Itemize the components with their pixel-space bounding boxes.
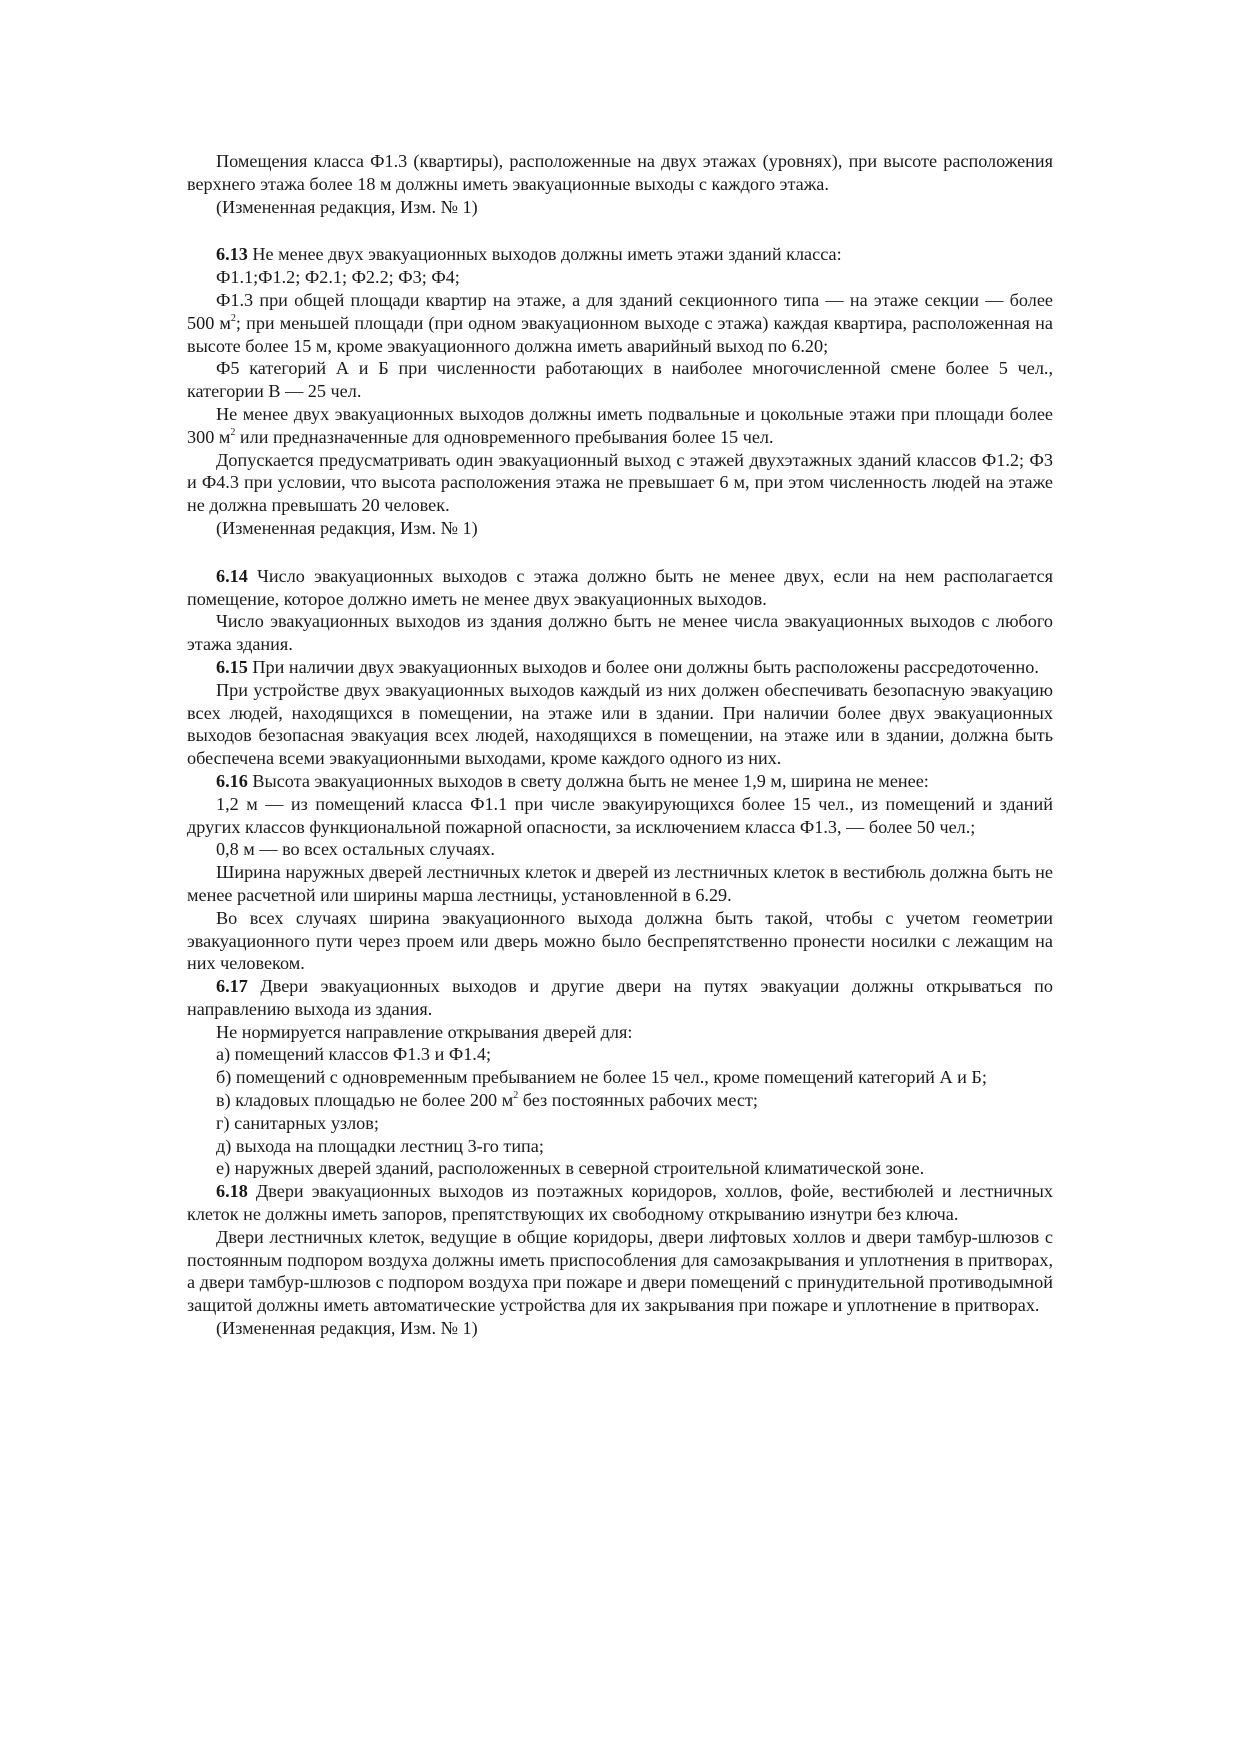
list-item-b: б) помещений с одновременным пребыванием не более 15 чел., кроме помещений категорий А и Б; [216, 1067, 987, 1088]
text-segment: или предназначенные для одновременного пребывания более 15 чел. [235, 426, 774, 447]
superscript: 2 [230, 426, 236, 438]
clause-6-16 [187, 770, 1053, 793]
clause-text: При наличии двух эвакуационных выходов и более они должны быть расположены рассредоточенно. [247, 656, 1039, 677]
paragraph-f13-area [187, 289, 1053, 357]
clause-6-14 [187, 565, 1053, 611]
clause-number: 6.15 [216, 656, 248, 677]
text-segment: Ф1.3 при общей площади квартир на этаже, а для зданий секционного типа — на этаже секции — более 500 м [187, 289, 1053, 333]
edit-note: (Измененная редакция, Изм. № 1) [216, 1318, 478, 1339]
superscript: 2 [513, 1090, 519, 1102]
text-segment: в) кладовых площадью не более 200 м [216, 1090, 514, 1111]
paragraph-f13-apartments: Помещения класса Ф1.3 (квартиры), расположенные на двух этажах (уровнях), при высоте расположения верхнего этажа более 18 м должны иметь эвакуационные выходы с каждого этажа. [187, 151, 1053, 194]
list-item-a: а) помещений классов Ф1.3 и Ф1.4; [216, 1044, 492, 1065]
clause-6-15 [187, 656, 1053, 679]
edit-note: (Измененная редакция, Изм. № 1) [216, 196, 478, 217]
text-segment: ; при меньшей площади (при одном эвакуационном выходе с этажа) каждая квартира, расположенная на высоте более 15 м, кроме эвакуационного должна иметь аварийный выход по 6.20; [187, 312, 1053, 356]
clause-text: Двери эвакуационных выходов и другие двери на путях эвакуации должны открываться по направлению выхода из здания. [187, 976, 1053, 1019]
clause-text: Не менее двух эвакуационных выходов должны иметь этажи зданий класса: [247, 244, 842, 265]
paragraph-two-exits: При устройстве двух эвакуационных выходов каждый из них должен обеспечивать безопасную эвакуацию всех людей, находящихся в помещении, на этаже или в здании. При наличии более двух эвакуационных выходов безопасная эвакуация всех людей, находящихся в помещении, на этаже или в здании, должна быть обеспечена всеми эвакуационными выходами, кроме каждого одного из них. [187, 679, 1053, 769]
clause-6-18 [187, 1180, 1053, 1226]
paragraph-basement-floors [187, 403, 1053, 449]
clause-text: Двери эвакуационных выходов из поэтажных коридоров, холлов, фойе, вестибюлей и лестничных клеток не должны иметь запоров, препятствующих их свободному открыванию изнутри без ключа. [187, 1181, 1053, 1225]
clause-number: 6.14 [216, 565, 248, 586]
clause-text: Число эвакуационных выходов с этажа должно быть не менее двух, если на нем располагается помещение, которое должно иметь не менее двух эвакуационных выходов. [187, 565, 1053, 609]
paragraph-f5-categories: Ф5 категорий А и Б при численности работающих в наиболее многочисленной смене более 5 чел., категории В — 25 чел. [187, 358, 1053, 402]
paragraph-building-exits: Число эвакуационных выходов из здания должно быть не менее числа эвакуационных выходов с любого этажа здания. [187, 611, 1053, 655]
clause-6-13 [187, 243, 1053, 266]
document-page [187, 150, 1053, 1340]
list-item-e: е) наружных дверей зданий, расположенных в северной строительной климатической зоне. [216, 1158, 925, 1179]
clause-number: 6.16 [216, 770, 248, 791]
paragraph-not-regulated: Не нормируется направление открывания дверей для: [216, 1021, 633, 1042]
clause-6-17 [187, 975, 1053, 1021]
list-item-d: д) выхода на площадки лестниц 3-го типа; [216, 1135, 544, 1156]
text-segment: без постоянных рабочих мест; [518, 1090, 758, 1111]
paragraph-single-exit-allowed: Допускается предусматривать один эвакуационный выход с этажей двухэтажных зданий классов Ф1.2; Ф3 и Ф4.3 при условии, что высота расположения этажа не превышает 6 м, при этом численность людей на этаже не должна превышать 20 человек. [187, 449, 1053, 516]
paragraph-stretcher: Во всех случаях ширина эвакуационного выхода должна быть такой, чтобы с учетом геометрии эвакуационного пути через проем или дверь можно было беспрепятственно пронести носилки с лежащим на них человеком. [187, 907, 1053, 974]
paragraph-self-closing: Двери лестничных клеток, ведущие в общие коридоры, двери лифтовых холлов и двери тамбур-шлюзов с постоянным подпором воздуха должны иметь приспособления для самозакрывания и уплотнения в притворах, а двери тамбур-шлюзов с подпором воздуха при пожаре и двери помещений с принудительной противодымной защитой должны иметь автоматические устройства для их закрывания при пожаре и уплотнение в притворах. [187, 1226, 1053, 1316]
clause-number: 6.13 [216, 244, 248, 265]
list-item-v [187, 1089, 1053, 1112]
list-item-g: г) санитарных узлов; [216, 1112, 379, 1133]
text-segment: Не менее двух эвакуационных выходов должны иметь подвальные и цокольные этажи при площади более 300 м [187, 403, 1053, 447]
paragraph-width-1-2: 1,2 м — из помещений класса Ф1.1 при числе эвакуирующихся более 15 чел., из помещений и зданий других классов функциональной пожарной опасности, за исключением класса Ф1.3, — более 50 чел.; [187, 793, 1053, 837]
paragraph-stair-doors: Ширина наружных дверей лестничных клеток и дверей из лестничных клеток в вестибюль должна быть не менее расчетной или ширины марша лестницы, установленной в 6.29. [187, 862, 1053, 905]
paragraph-width-0-8: 0,8 м — во всех остальных случаях. [216, 839, 495, 860]
clause-text: Высота эвакуационных выходов в свету должна быть не менее 1,9 м, ширина не менее: [247, 770, 929, 791]
edit-note: (Измененная редакция, Изм. № 1) [216, 517, 478, 538]
clause-number: 6.18 [216, 1181, 248, 1202]
paragraph-class-list: Ф1.1;Ф1.2; Ф2.1; Ф2.2; Ф3; Ф4; [216, 267, 460, 288]
clause-number: 6.17 [216, 976, 248, 997]
superscript: 2 [230, 312, 236, 324]
